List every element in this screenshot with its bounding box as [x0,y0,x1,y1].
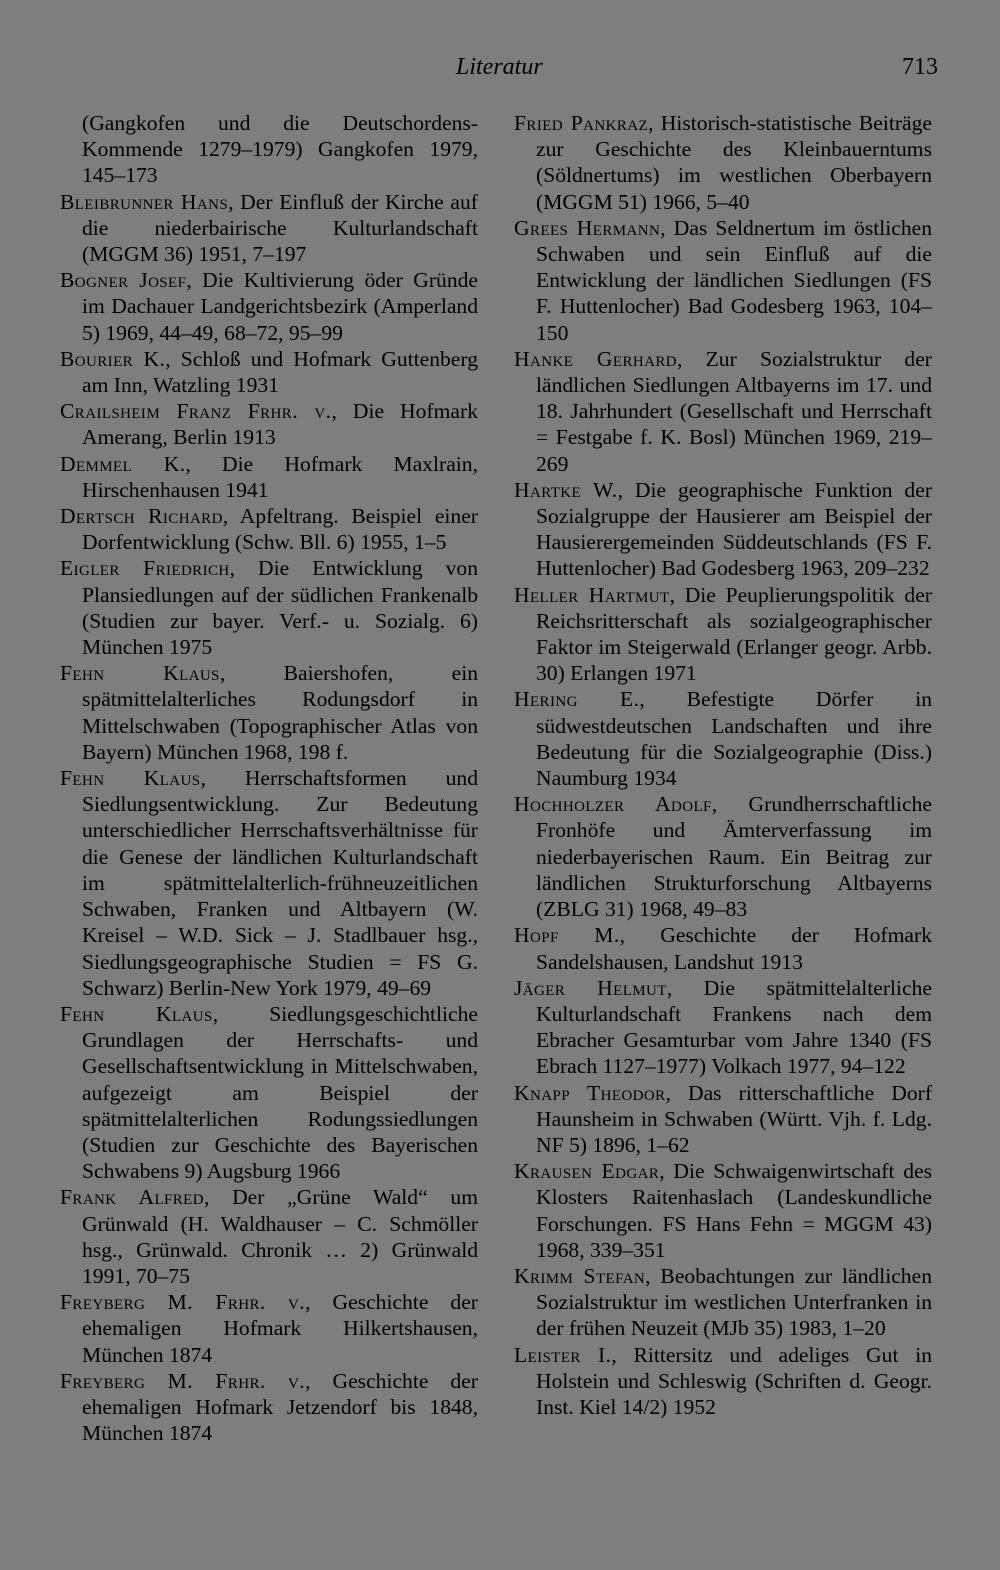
entry-text: , Apfeltrang. Beispiel einer Dorfentwicklung (Schw. Bll. 6) 1955, 1–5 [82,504,478,555]
entry-author: Demmel K. [60,451,186,476]
entry-author: Hopf M. [514,923,620,948]
entry-author: Frank Alfred [60,1185,204,1210]
bibliography-entry [60,451,478,503]
entry-text: , Geschichte der ehemaligen Hofmark Hilkertshausen, München 1874 [82,1290,478,1367]
entry-text: , Das Seldnertum im östlichen Schwaben und sein Einfluß auf die Entwicklung der ländlichen Siedlungen (FS F. Huttenlocher) Bad Godesberg 1963, 104–150 [536,215,933,345]
entry-author: Grees Hermann [514,215,661,240]
entry-text: , Grundherrschaftliche Fronhöfe und Ämterverfassung im niederbayerischen Raum. Ein Beitrag zur ländlichen Strukturforschung Altbayerns (ZBLG 31) 1968, 49–83 [536,792,932,922]
entry-text: , Die Kultivierung öder Gründe im Dachauer Landgerichtsbezirk (Amperland 5) 1969, 44–49, 68–72, 95–99 [82,268,478,345]
entry-author: Dertsch Richard [60,504,223,529]
entry-text: , Baiershofen, ein spätmittelalterliches Rodungsdorf in Mittelschwaben (Topographischer Atlas von Bayern) München 1968, 198 f. [82,661,479,764]
bibliography-entry [60,555,478,660]
bibliography-entry [514,477,932,582]
entry-author: Krausen Edgar [514,1159,660,1184]
entry-text: , Das ritterschaftliche Dorf Haunsheim in Schwaben (Württ. Vjh. f. Ldg. NF 5) 1896, 1–62 [536,1080,933,1157]
entry-author: Hanke Gerhard [514,346,677,371]
bibliography-entry [514,1080,932,1159]
entry-text: , Der Einfluß der Kirche auf die niederbairische Kulturlandschaft (MGGM 36) 1951, 7–197 [82,189,478,267]
entry-author: Jäger Helmut [514,975,667,1000]
bibliography-entry [60,267,478,346]
bibliography-column-left [60,110,478,1446]
bibliography-entry [514,582,932,687]
entry-text: , Beobachtungen zur ländlichen Sozialstruktur im westlichen Unterfranken in der frühen Neuzeit (MJb 35) 1983, 1–20 [536,1263,932,1341]
entry-author: Knapp Theodor [514,1080,666,1105]
page-number: 713 [902,54,938,80]
bibliography-entry [514,1158,932,1263]
bibliography-entry [514,975,932,1080]
bibliography-entry [514,686,932,791]
bibliography-entry [60,398,478,450]
bibliography-entry [60,1289,478,1368]
bibliography-entry [60,660,478,765]
entry-text: , Die Hofmark Maxlrain, Hirschenhausen 1941 [82,451,478,502]
entry-author: Fried Pankraz [514,111,649,135]
entry-author: Krimm Stefan [514,1263,646,1288]
entry-text: , Geschichte der Hofmark Sandelshausen, Landshut 1913 [536,923,932,974]
entry-author: Heller Hartmut [514,582,670,607]
bibliography-entry [514,110,932,215]
entry-text: (Gangkofen und die Deutschordens-Kommende 1279–1979) Gangkofen 1979, 145–173 [82,111,478,188]
entry-text: , Die spätmittelalterliche Kulturlandschaft Frankens nach dem Ebracher Gesamturbar vom Jahre 1340 (FS Ebrach 1127–1977) Volkach 1977, 94–122 [536,975,933,1079]
bibliography-entry [82,110,478,189]
entry-text: , Die Schwaigenwirtschaft des Klosters Raitenhaslach (Landeskundliche Forschungen. FS Hans Fehn = MGGM 43) 1968, 339–351 [536,1159,932,1262]
entry-author: Freyberg M. Frhr. v. [60,1368,306,1393]
entry-author: Hering E. [514,687,640,712]
entry-author: Fehn Klaus [60,766,201,791]
entry-author: Eigler Friedrich [60,556,230,581]
running-head [0,54,1000,86]
entry-text: , Die Peuplierungspolitik der Reichsritterschaft als sozialgeographischer Faktor im Steigerwald (Erlanger geogr. Arbb. 30) Erlangen 1971 [536,582,932,686]
entry-author: Fehn Klaus [60,661,220,686]
bibliography-entry [514,922,932,974]
entry-text: , Rittersitz und adeliges Gut in Holstein und Schleswig (Schriften d. Geogr. Inst. Kiel 14/2) 1952 [536,1342,932,1419]
bibliography-entry [60,1001,478,1184]
bibliography-entry [514,791,932,922]
bibliography-entry [514,1263,932,1342]
entry-text: , Zur Sozialstruktur der ländlichen Siedlungen Altbayerns im 17. und 18. Jahrhundert (Gesellschaft und Herrschaft = Festgabe f. K. Bosl) München 1969, 219–269 [536,346,932,476]
entry-author: Hartke W. [514,477,618,502]
entry-author: Crailsheim Franz Frhr. v. [60,399,332,424]
entry-author: Fehn Klaus [60,1001,213,1026]
entry-author: Hochholzer Adolf [514,792,712,817]
bibliography-entry [60,346,478,398]
bibliography-entry [60,189,478,268]
entry-text: , Die Entwicklung von Plansiedlungen auf der südlichen Frankenalb (Studien zur bayer. Verf.- u. Sozialg. 6) München 1975 [82,556,479,660]
entry-author: Bourier K. [60,346,166,371]
entry-text: , Historisch-statistische Beiträge zur Geschichte des Kleinbauerntums (Söldnertums) im westlichen Oberbayern (MGGM 51) 1966, 5–40 [536,111,932,214]
entry-author: Leister I. [514,1342,612,1367]
entry-text: , Befestigte Dörfer in südwestdeutschen Landschaften und ihre Bedeutung für die Sozialgeographie (Diss.) Naumburg 1934 [536,687,932,791]
bibliography-entry [60,503,478,555]
entry-text: , Schloß und Hofmark Guttenberg am Inn, Watzling 1931 [82,346,478,398]
entry-author: Freyberg M. Frhr. v. [60,1290,306,1315]
entry-text: , Der „Grüne Wald“ um Grünwald (H. Waldhauser – C. Schmöller hsg., Grünwald. Chronik … 2) Grünwald 1991, 70–75 [82,1185,478,1288]
bibliography-entry [60,1184,478,1289]
entry-text: , Die geographische Funktion der Sozialgruppe der Hausierer am Beispiel der Hausierergemeinden Süddeutschlands (FS F. Huttenlocher) Bad Godesberg 1963, 209–232 [536,477,933,581]
entry-author: Bogner Josef [60,268,187,293]
bibliography-entry [60,765,478,1001]
entry-author: Bleibrunner Hans [60,189,229,214]
bibliography-entry [514,215,932,346]
running-title: Literatur [456,54,543,80]
entry-text: , Siedlungsgeschichtliche Grundlagen der Herrschafts- und Gesellschaftsentwicklung in Mittelschwaben, aufgezeigt am Beispiel der spätmittelalterlichen Rodungssiedlungen (Studien zur Geschichte des Bayerischen Schwabens 9) Augsburg 1966 [82,1001,478,1184]
entry-text: , Geschichte der ehemaligen Hofmark Jetzendorf bis 1848, München 1874 [82,1368,478,1446]
bibliography-entry [514,346,932,477]
bibliography-entry [60,1368,478,1447]
bibliography-entry [514,1342,932,1421]
entry-text: , Herrschaftsformen und Siedlungsentwicklung. Zur Bedeutung unterschiedlicher Herrschaftsverhältnisse für die Genese der ländlichen Kulturlandschaft im spätmittelalterlich-frühneuzeitlichen Schwaben, Franken und Altbayern (W. Kreisel – W.D. Sick – J. Stadlbauer hsg., Siedlungsgeographische Studien = FS G. Schwarz) Berlin-New York 1979, 49–69 [82,766,479,1000]
entry-text: , Die Hofmark Amerang, Berlin 1913 [82,399,478,450]
bibliography-column-right [514,110,932,1420]
